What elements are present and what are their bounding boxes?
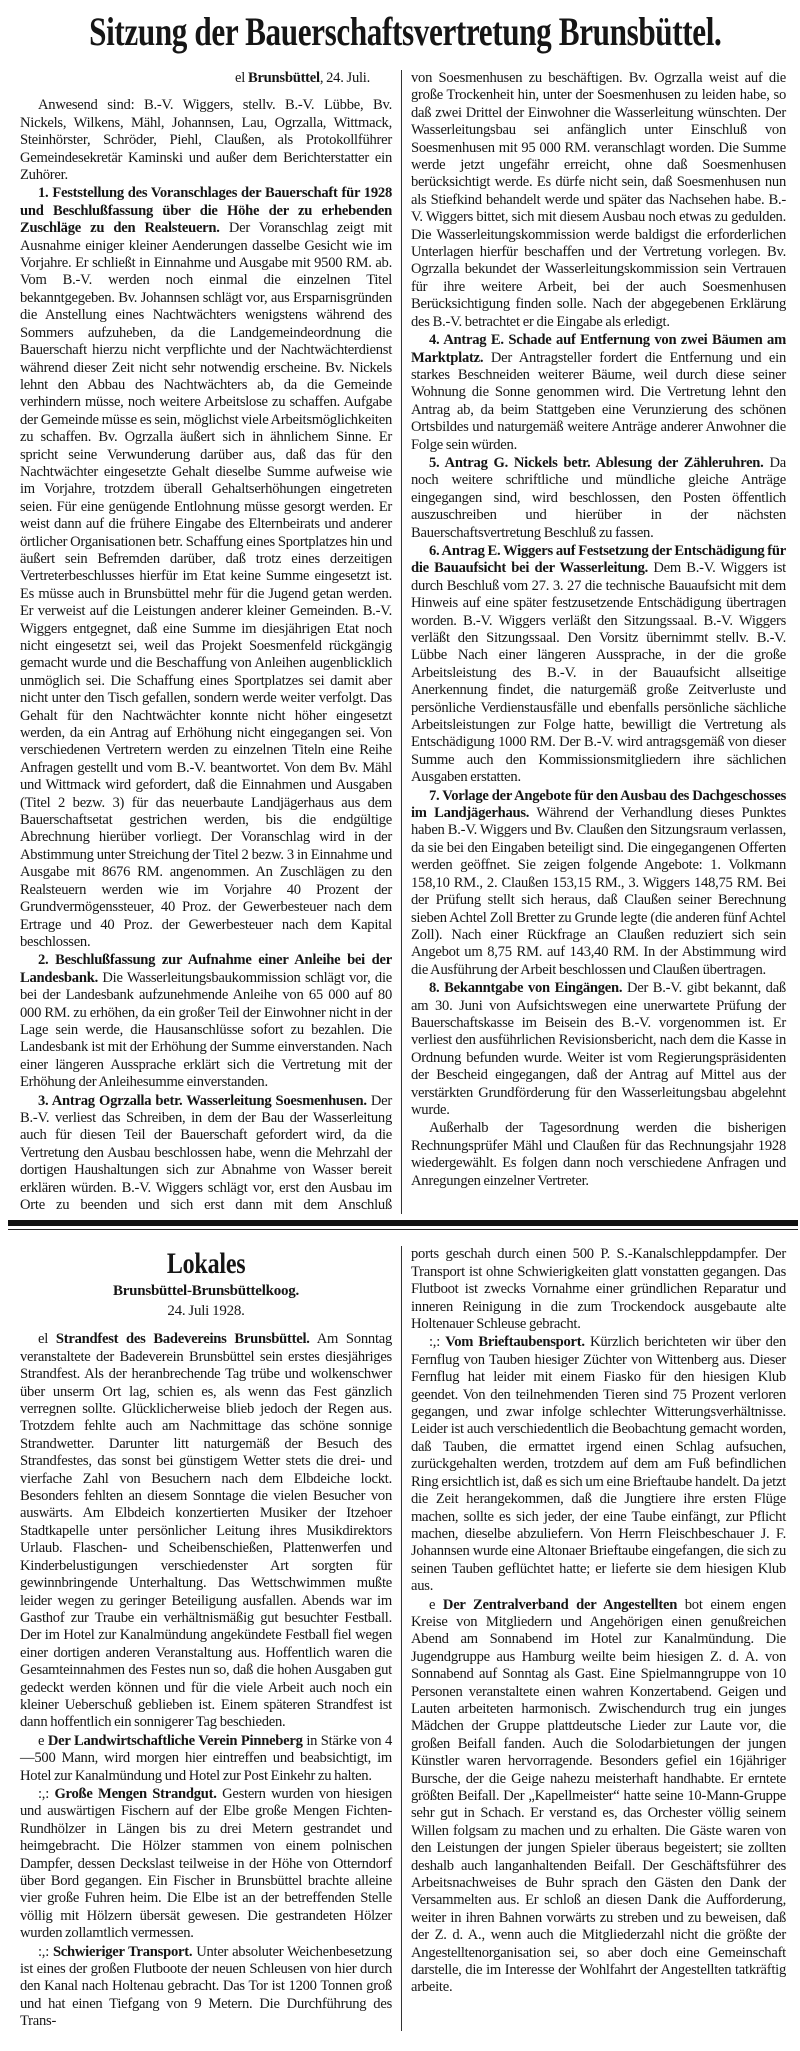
sitzung-section (0, 70, 800, 1214)
agenda-item-3-continuation (411, 70, 786, 331)
dateline (20, 70, 392, 87)
article-strandgut (20, 1786, 392, 1943)
article-text: Gestern wurden von hiesigen und auswärtigen Fischern auf der Elbe große Mengen Fichten-Rundhölzer in Längen bis zu drei Metern gestrandet und heimgebracht. Die Hölzer stammen von einem polnischen Dampfer, dessen Deckslast teilweise in der Höhe von Otterndorf über Bord gegangen. Ein Fischer in Brunsbüttel brachte alleine vier große Fuhren heim. Die Elbe ist an der betreffenden Stelle völlig mit Hölzern übersät gewesen. Die gestrandeten Hölzer wurden zollamtlich vermessen. (20, 1785, 392, 1942)
lokales-column-left (20, 1246, 401, 2030)
article-heading: Vom Brieftaubensport. (445, 1334, 585, 1351)
headline-text: Sitzung der Bauerschaftsvertretung Brunsbüttel. (89, 9, 722, 54)
article-transport-continuation (411, 1246, 786, 1333)
article-text: Am Sonntag veranstaltete der Badeverein Brunsbüttel sein erstes diesjähriges Strandfest. Als der heranbrechende Tag trübe und wolkenschwer über unserm Ort lag, schien es, als wenn das Fest gänzlich verregnen sollte. Glücklicherweise blieb jedoch der Regen aus. Trotzdem fehlte auch am Nachmittage das schöne sonnige Strandwetter. Darunter litt naturgemäß der Besuch des Strandfestes, das sonst bei günstigem Wetter stets die drei- und vierfache Zahl von Besuchern nach dem Elbdeiche lockt. Besonders fehlten an diesem Sonntage die vielen Besucher von auswärts. Am Elbdeich konzertierten Musiker der Itzehoer Stadtkapelle unter persönlicher Leitung ihres Musikdirektors Urlaub. Flaschen- und Scheibenschießen, Plattenwerfen und Kinderbelustigungen verschiedenster Art sorgten für gewinnbringende Unterhaltung. Das Wettschwimmen mußte leider wegen zu geringer Beteiligung ausfallen. Abends war im Gasthof zur Traube ein verhältnismäßig gut besuchter Festball. Der im Hotel zur Kanalmündung angekündete Festball fiel wegen einer dortigen anderen Veranstaltung aus. Hoffentlich waren die Gesamteinnahmen des Festes nun so, daß die hohen Ausgaben gut gedeckt werden können und für die viele Arbeit auch noch ein kleiner Ueberschuß geblieben ist. Einem späteren Strandfest ist dann hoffentlich ein sonnigerer Tag beschieden. (20, 1331, 393, 1731)
lokales-section (0, 1246, 800, 2050)
article-strandfest (20, 1331, 392, 1731)
article-heading: Große Mengen Strandgut. (54, 1785, 217, 1802)
agenda-item-1 (20, 185, 392, 951)
lokales-column-right (401, 1246, 786, 2030)
section-subheading: Brunsbüttel-Brunsbüttelkoog. (113, 1283, 299, 1300)
agenda-item-heading: 7. Vorlage der Angebote für den Ausbau des Dachgeschosses im Landjägerhaus. (411, 787, 786, 822)
article-zentralverband (411, 1597, 786, 1997)
article-heading: Der Landwirtschaftliche Verein Pinneberg (47, 1732, 303, 1749)
sitzung-column-right (401, 70, 786, 1214)
agenda-item-text: von Soesmenhusen zu beschäftigen. Bv. Ogrzalla weist auf die große Trockenheit hin, unter der Soesmenhusen zu leiden habe, so daß zwei Drittel der Einwohner die Wasserleitung wünschten. Der Wasserleitungsbau sei anfänglich unter Einschluß von Soesmenhusen mit 95 000 RM. veranschlagt worden. Die Summe werde jetzt ungefähr erreicht, ohne daß Soesmenhusen berücksichtigt werde. Es dürfe nicht sein, daß Soesmenhusen nun als Stiefkind behandelt werde und später das Nachsehen habe. B.-V. Wiggers bittet, sich mit diesem Ausbau noch etwas zu gedulden. Die Wasserleitungskommission werde baldigst die erforderlichen Unterlagen hierfür beschaffen und der Vertretung vorlegen. Bv. Ogrzalla bekundet der Wasserleitungskommission sein Vertrauen für ihre weitere Arbeit, bei der auch Soesmenhusen Berücksichtigung finden solle. Nach der abgegebenen Erklärung des B.-V. betrachtet er die Eingabe als erledigt. (411, 70, 786, 330)
agenda-item-heading: 3. Antrag Ogrzalla betr. Wasserleitung Soesmenhusen. (38, 1092, 367, 1109)
agenda-item-text: Da noch weitere schriftliche und mündliche gleiche Anträge eingegangen sind, wird beschlossen, den Posten öffentlich auszuschreiben und hierüber in der nächsten Bauerschaftsvertretung Beschluß zu fassen. (411, 454, 786, 541)
separator-thick-line (8, 1220, 798, 1226)
agenda-item-8 (411, 980, 786, 1119)
article-brieftaubensport (411, 1334, 786, 1595)
agenda-item-heading: 5. Antrag G. Nickels betr. Ablesung der Zähleruhren. (429, 454, 764, 471)
agenda-item-text: Während der Verhandlung dieses Punktes haben B.-V. Wiggers und Bv. Claußen den Sitzungsraum verlassen, da sie bei den Eingaben beteiligt sind. Die eingegangenen Offerten werden geöffnet. Sie zeigen folgende Angebote: 1. Volkmann 158,10 RM., 2. Claußen 153,15 RM., 3. Wiggers 148,75 RM. Bei der Prüfung stellt sich heraus, daß Claußen seiner Berechnung sieben Achtel Zoll Bretter zu Grunde legte (die anderen fünf Achtel Zoll). Nach einer Rückfrage an Claußen reduziert sich sein Angebot um 8,75 RM. auf 143,40 RM. In der Abstimmung wird die Ausführung der Arbeit beschlossen und Claußen übertragen. (411, 805, 786, 978)
article-text: in Stärke von 4—500 Mann, wird morgen hier eintreffen und beabsichtigt, im Hotel zur Kanalmündung und Hotel zur Post Einkehr zu halten. (20, 1732, 392, 1784)
article-text: Kürzlich berichteten wir über den Fernflug von Tauben hiesiger Züchter von Wittenberg aus. Dieser Fernflug hat leider mit einem Fiasko für den hiesigen Klub geendet. Von den teilnehmenden Tieren sind 75 Prozent verloren gegangen, und zwar infolge schlechter Witterungsverhältnisse. Leider ist auch verschiedentlich die Beobachtung gemacht worden, daß Tauben, die ermattet irgend einen Schlag aufsuchen, zurückgehalten werden, trotzdem auf dem am Fuß befindlichen Ring ersichtlich ist, daß es sich um eine Brieftaube handelt. Da jetzt die Zeit herangekommen, daß die Jungtiere ihre ersten Flüge machen, sollte es sich jeder, der eine Taube einfängt, zur Pflicht machen, dieselbe abzuliefern. Von Herrn Fleischbeschauer J. F. Johannsen wurde eine Altonaer Brieftaube eingefangen, die sich zu seinen Tauben geflüchtet hatte; er lieferte sie dem hiesigen Klub aus. (411, 1334, 787, 1595)
agenda-item-6 (411, 543, 786, 787)
agenda-item-heading: 4. Antrag E. Schade auf Entfernung von zwei Bäumen am Marktplatz. (411, 332, 786, 366)
author-mark: :,: (38, 1785, 50, 1802)
agenda-item-text: Der Antragsteller fordert die Entfernung und ein starkes Beschneiden weiterer Bäume, weil durch diese seiner Wohnung die Sonne genommen wird. Die Vertretung lehnt den Antrag ab, da beim Stattgeben eine Verunzierung des schönen Ortsbildes und naturgemäß weitere Anträge anderer Anwohner die Folge sein würden. (411, 349, 786, 453)
author-mark: el (38, 1331, 49, 1348)
dateline-place: Brunsbüttel (247, 70, 320, 86)
author-mark: e (429, 1596, 436, 1613)
agenda-item-heading: 8. Bekanntgabe von Eingängen. (429, 980, 623, 997)
agenda-item-2 (20, 952, 392, 1091)
article-text: Unter absoluter Weichenbesetzung ist eines der großen Flutboote der neuen Schleusen von hier durch den Kanal nach Holtenau gebracht. Das Tor ist 1200 Tonnen groß und hat einen Tiefgang von 9 Metern. Die Durchführung des Trans- (20, 1943, 393, 2030)
agenda-item-5 (411, 455, 786, 542)
agenda-item-7 (411, 788, 786, 979)
closing-text: Außerhalb der Tagesordnung werden die bisherigen Rechnungsprüfer Mähl und Claußen für das Rechnungsjahr 1928 wiedergewählt. Es folgen dann noch verschiedene Anfragen und Anregungen einzelner Vertreter. (411, 1120, 786, 1189)
attendance-text: Anwesend sind: B.-V. Wiggers, stellv. B.-V. Lübbe, Bv. Nickels, Wilkens, Mähl, Johannsen, Lau, Ogrzalla, Wittmack, Steinhörster, Schröder, Piehl, Claußen, als Protokollführer Gemeindesekretär Kaminski und außer dem Berichterstatter ein Zuhörer. (20, 97, 392, 184)
article-heading: Der Zentralverband der Angestellten (442, 1596, 678, 1613)
sitzung-column-left (20, 70, 401, 1214)
author-mark: e (38, 1732, 45, 1749)
headline (0, 0, 800, 60)
article-heading: Schwieriger Transport. (52, 1943, 193, 1960)
section-heading (20, 1246, 392, 1282)
attendance-paragraph (20, 97, 392, 184)
agenda-item-heading: 2. Beschlußfassung zur Aufnahme einer Anleihe bei der Landesbank. (20, 952, 392, 986)
agenda-item-text: Der B.-V. gibt bekannt, daß am 30. Juni von Aufsichtswegen eine unerwartete Prüfung der Bauerschaftskasse im Beisein des B.-V. vorgenommen ist. Er verliest den ausführlichen Revisionsbericht, nach dem die Kasse in Ordnung befunden wurde. Weiter ist vom Regierungspräsidenten der Bescheid eingegangen, daß der Antrag auf Mittel aus der verstärkten Grundförderung für den Wasserleitungsbau abgelehnt wurde. (411, 980, 786, 1118)
agenda-item-3 (20, 1093, 392, 1215)
agenda-item-text: Dem B.-V. Wiggers ist durch Beschluß vom 27. 3. 27 die technische Bauaufsicht mit dem Hinweis auf eine später festzusetzende Entschädigung übertragen worden. B.-V. Wiggers verläßt den Sitzungssaal. B.-V. Wiggers verläßt den Sitzungssaal. Den Vorsitz übernimmt stellv. B.-V. Lübbe Nach einer längeren Aussprache, in der die große Arbeitsleistung des B.-V. in der Bauaufsicht allseitige Anerkennung findet, die naturgemäß große Zeitverluste und persönliche Verdienstausfälle und ebenfalls persönliche sächliche Arbeitsleistungen zur Folge hatte, bewilligt die Vertretung als Entschädigung 1000 RM. Der B.-V. wird antragsgemäß von dieser Summe auch den Kommissionsmitgliedern ihre sächlichen Ausgaben erstatten. (411, 560, 786, 786)
separator-thin-line (8, 1229, 798, 1230)
closing-paragraph (411, 1120, 786, 1190)
agenda-item-text: Der Voranschlag zeigt mit Ausnahme einiger kleiner Aenderungen dasselbe Gesicht wie im Vorjahre. Er schließt in Einnahme und Ausgabe mit 9500 RM. ab. Vom B.-V. werden noch einmal die einzelnen Titel bekanntgegeben. Bv. Johannsen schlägt vor, aus Ersparnisgründen die Anstellung eines Nachtwächters wenigstens während des Sommers aufzuheben, da die Landgemeindeordnung die Bauerschaft hierzu nicht verpflichte und der Nachtwächterdienst während dieser Zeit nicht sehr notwendig erscheine. Bv. Nickels lehnt den Abbau des Nachtwächters ab, da die Gemeinde verhindern müsse, noch weitere Arbeitslose zu schaffen. Aufgabe der Gemeinde müsse es sein, möglichst viele Arbeitsmöglichkeiten zu schaffen. Bv. Ogrzalla äußert sich in ähnlichem Sinne. Er spricht seine Verwunderung darüber aus, daß das für den Nachtwächter eingesetzte Gehalt dieselbe Summe aufweise wie im Vorjahre, trotzdem überall Gehaltserhöhungen eingetreten seien. Für eine genügende Entlohnung müsse gesorgt werden. Er weist dann auf die frühere Eingabe des Elternbeirats und anderer örtlicher Organisationen betr. Schaffung eines Sportplatzes hin und äußert sein Befremden darüber, daß trotz eines derzeitigen Vertreterbeschlusses hierfür im Etat keine Summe eingesetzt ist. Es müsse auch in Brunsbüttel mehr für die Jugend getan werden. Er verweist auf die Leistungen anderer kleiner Gemeinden. B.-V. Wiggers entgegnet, daß eine Summe im diesjährigen Etat noch nicht eingesetzt sei, weil das Projekt Soesmenfeld rückgängig gemacht wurde und die Beschaffung von Anleihen augenblicklich unmöglich sei. Die Schaffung eines Sportplatzes sei damit aber nicht unter den Tisch gefallen, sondern werde weiter verfolgt. Das Gehalt für den Nachtwächter konnte nicht höher eingesetzt werden, da ein Antrag auf Erhöhung nicht eingegangen sei. Von verschiedenen Vertretern werden zu einzelnen Titeln eine Reihe Anfragen gestellt und vom B.-V. beantwortet. Von dem Bv. Mähl und Wittmack wird gefordert, daß die Einnahmen und Ausgaben (Titel 2 bezw. 3) für das neuerbaute Landjägerhaus aus dem Bauerschaftsetat gestrichen werden, bis die endgültige Abrechnung hierüber vorliegt. Der Voranschlag wird in der Abstimmung unter Streichung der Titel 2 bezw. 3 in Einnahme und Ausgabe mit 8676 RM. angenommen. An Zuschlägen zu den Realsteuern werden wie im Vorjahre 40 Prozent der Grundvermögenssteuer, 40 Proz. der Gewerbesteuer nach dem Ertrage und 40 Proz. der Gewerbesteuer nach dem Kapital beschlossen. (20, 220, 393, 950)
section-date: 24. Juli 1928. (167, 1303, 245, 1320)
article-heading: Strandfest des Badevereins Brunsbüttel. (55, 1331, 310, 1348)
article-text: bot einem engen Kreise von Mitgliedern und Angehörigen einen genußreichen Abend am Sonnabend im Hotel zur Kanalmündung. Die Jugendgruppe aus Hamburg weilte beim hiesigen Z. d. A. von Sonnabend auf Sonntag als Gast. Eine Spielmanngruppe von 10 Personen veranstaltete einen wahren Konzertabend. Geigen und Lauten arbeiteten harmonisch. Zwischendurch trug ein junges Mädchen der Gruppe plattdeutsche Lieder zur Laute vor, die großen Beifall fanden. Auch die Solodarbietungen der jungen Künstler waren hervorragende. Besonders gefiel ein 16jähriger Bursche, der die Geige nahezu meisterhaft handhabte. Er erntete größten Beifall. Der „Kapellmeister“ hatte seine 10-Mann-Gruppe sehr gut in Schach. Er verstand es, das Orchester völlig seinem Willen folgsam zu machen und zu erhalten. Die Gäste waren von den Leistungen der jungen Spieler überaus begeistert; sie zollten deshalb auch langanhaltenden Beifall. Der Geschäftsführer des Arbeitsnachweises de Buhr sprach den Gästen den Dank der Versammelten aus. Er schloß an diesen Dank die Aufforderung, weiter in ihren Bahnen vorwärts zu streben und zu beweisen, daß der Z. d. A., wenn auch die Mitgliederzahl nicht die größte der Angestelltenorganisation sei, so aber doch eine Gemeinschaft darstelle, die im Interesse der Wohlfahrt der Angestellten tatkräftig arbeite. (411, 1596, 786, 1996)
dateline-date: , 24. Juli. (319, 70, 370, 86)
author-mark: :,: (429, 1334, 441, 1351)
agenda-item-heading: 6. Antrag E. Wiggers auf Festsetzung der Entschädigung für die Bauaufsicht bei der Wasserleitung. (411, 542, 786, 577)
section-separator-rule (8, 1220, 798, 1230)
section-heading-text: Lokales (166, 1247, 246, 1281)
article-landwirtschaftlicher-verein (20, 1733, 392, 1785)
agenda-item-heading: 1. Feststellung des Voranschlages der Bauerschaft für 1928 und Beschlußfassung über die Höhe der zu erhebenden Zuschläge zu den Realsteuern. (20, 185, 392, 237)
agenda-item-text: Der B.-V. verliest das Schreiben, in dem der Bau der Wasserleitung auch für diesen Teil der Bauerschaft gefordert wird, da die Vertretung den Ausbau beschlossen habe, wenn die Mehrzahl der dortigen Haushaltungen sich zur Abnahme von Wasser bereit erklären würden. B.-V. Wiggers schlägt vor, erst den Ausbau im Orte zu beenden und sich erst dann mit dem Anschluß (20, 1092, 392, 1213)
dateline-prefix: el (235, 70, 246, 86)
article-text: ports geschah durch einen 500 P. S.-Kanalschleppdampfer. Der Transport ist ohne Schwierigkeiten glatt vonstatten gegangen. Das Flutboot ist zwecks Vornahme einer gründlichen Reparatur und inneren Reinigung in die zum Trockendock ausgebaute alte Holtenauer Schleuse gebracht. (411, 1246, 786, 1333)
agenda-item-text: Die Wasserleitungsbaukommission schlägt vor, die bei der Landesbank aufzunehmende Anleihe von 65 000 auf 80 000 RM. zu erhöhen, da ein großer Teil der Einwohner nicht in der Lage sein werde, die Hausanschlüsse sofort zu bezahlen. Die Landesbank ist mit der Erhöhung der Summe einverstanden. Nach einer längeren Aussprache erklärt sich die Vertretung mit der Erhöhung der Anleihesumme einverstanden. (20, 969, 392, 1091)
author-mark: :,: (38, 1943, 50, 1960)
agenda-item-4 (411, 332, 786, 454)
article-transport (20, 1944, 392, 2031)
